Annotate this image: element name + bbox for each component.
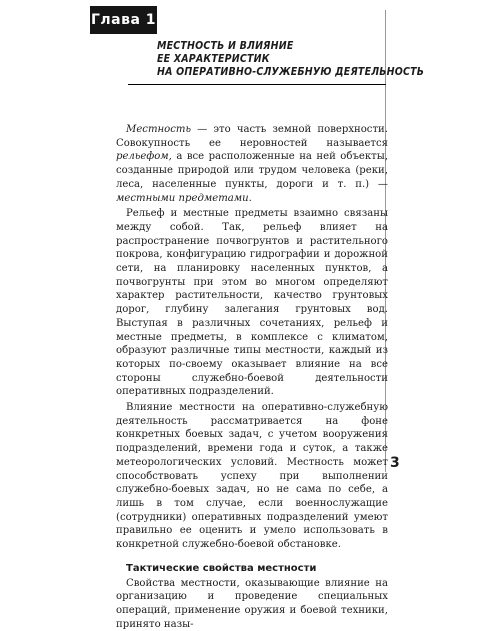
paragraph-text: а все расположенные на ней объекты, созданные природой или трудом человека (реки, леса, населенные пункты, дороги и т. п.) — [116, 151, 388, 189]
chapter-title-line: НА ОПЕРАТИВНО-СЛУЖЕБНУЮ ДЕЯТЕЛЬНОСТЬ [157, 66, 391, 79]
body-text [116, 123, 388, 631]
term-local-objects: местными предметами [116, 193, 249, 204]
paragraph: Влияние местности на оперативно-служебную деятельность рассматривается на фоне конкретных боевых задач, с учетом вооружения подразделений, времени года и суток, а также метеорологических условий. Местность может способствовать успеху при выполнении служебно-боевых задач, но не сама по себе, а лишь в том случае, если военнослужащие (сотрудники) оперативных подразделений умеют правильно ее оценить и умело использовать в конкретной служебно-боевой обстановке. [116, 401, 388, 552]
section-heading: Тактические свойства местности [116, 562, 388, 576]
title-underline [128, 84, 386, 85]
paragraph: Рельеф и местные предметы взаимно связаны между собой. Так, рельеф влияет на распространение почвогрунтов и растительного покрова, конфигурацию гидрографии и дорожной сети, на планировку населенных пунктов, а почвогрунты при этом во многом определяют характер растительности, качество грунтовых дорог, глубину залегания грунтовых вод. Выступая в различных сочетаниях, рельеф и местные предметы, в комплексе с климатом, образуют различные типы местности, каждый из которых по-своему оказывает влияние на все стороны служебно-боевой деятельности оперативных подразделений. [116, 207, 388, 399]
chapter-label: Глава 1 [90, 6, 157, 34]
paragraph-text: . [249, 193, 252, 204]
term-relief: рельефом, [116, 151, 172, 162]
paragraph: Свойства местности, оказывающие влияние на организацию и проведение специальных операций, применение оружия и боевой техники, принято назы- [116, 577, 388, 631]
page-number: 3 [390, 455, 400, 471]
paragraph-text: — это часть земной поверхности. Совокупность ее неровностей называется [116, 124, 388, 149]
chapter-title-line: МЕСТНОСТЬ И ВЛИЯНИЕ [157, 40, 391, 53]
term-locality: Местность [126, 124, 191, 135]
chapter-title-line: ЕЕ ХАРАКТЕРИСТИК [157, 53, 391, 66]
paragraph [116, 123, 388, 205]
chapter-title [157, 40, 391, 79]
